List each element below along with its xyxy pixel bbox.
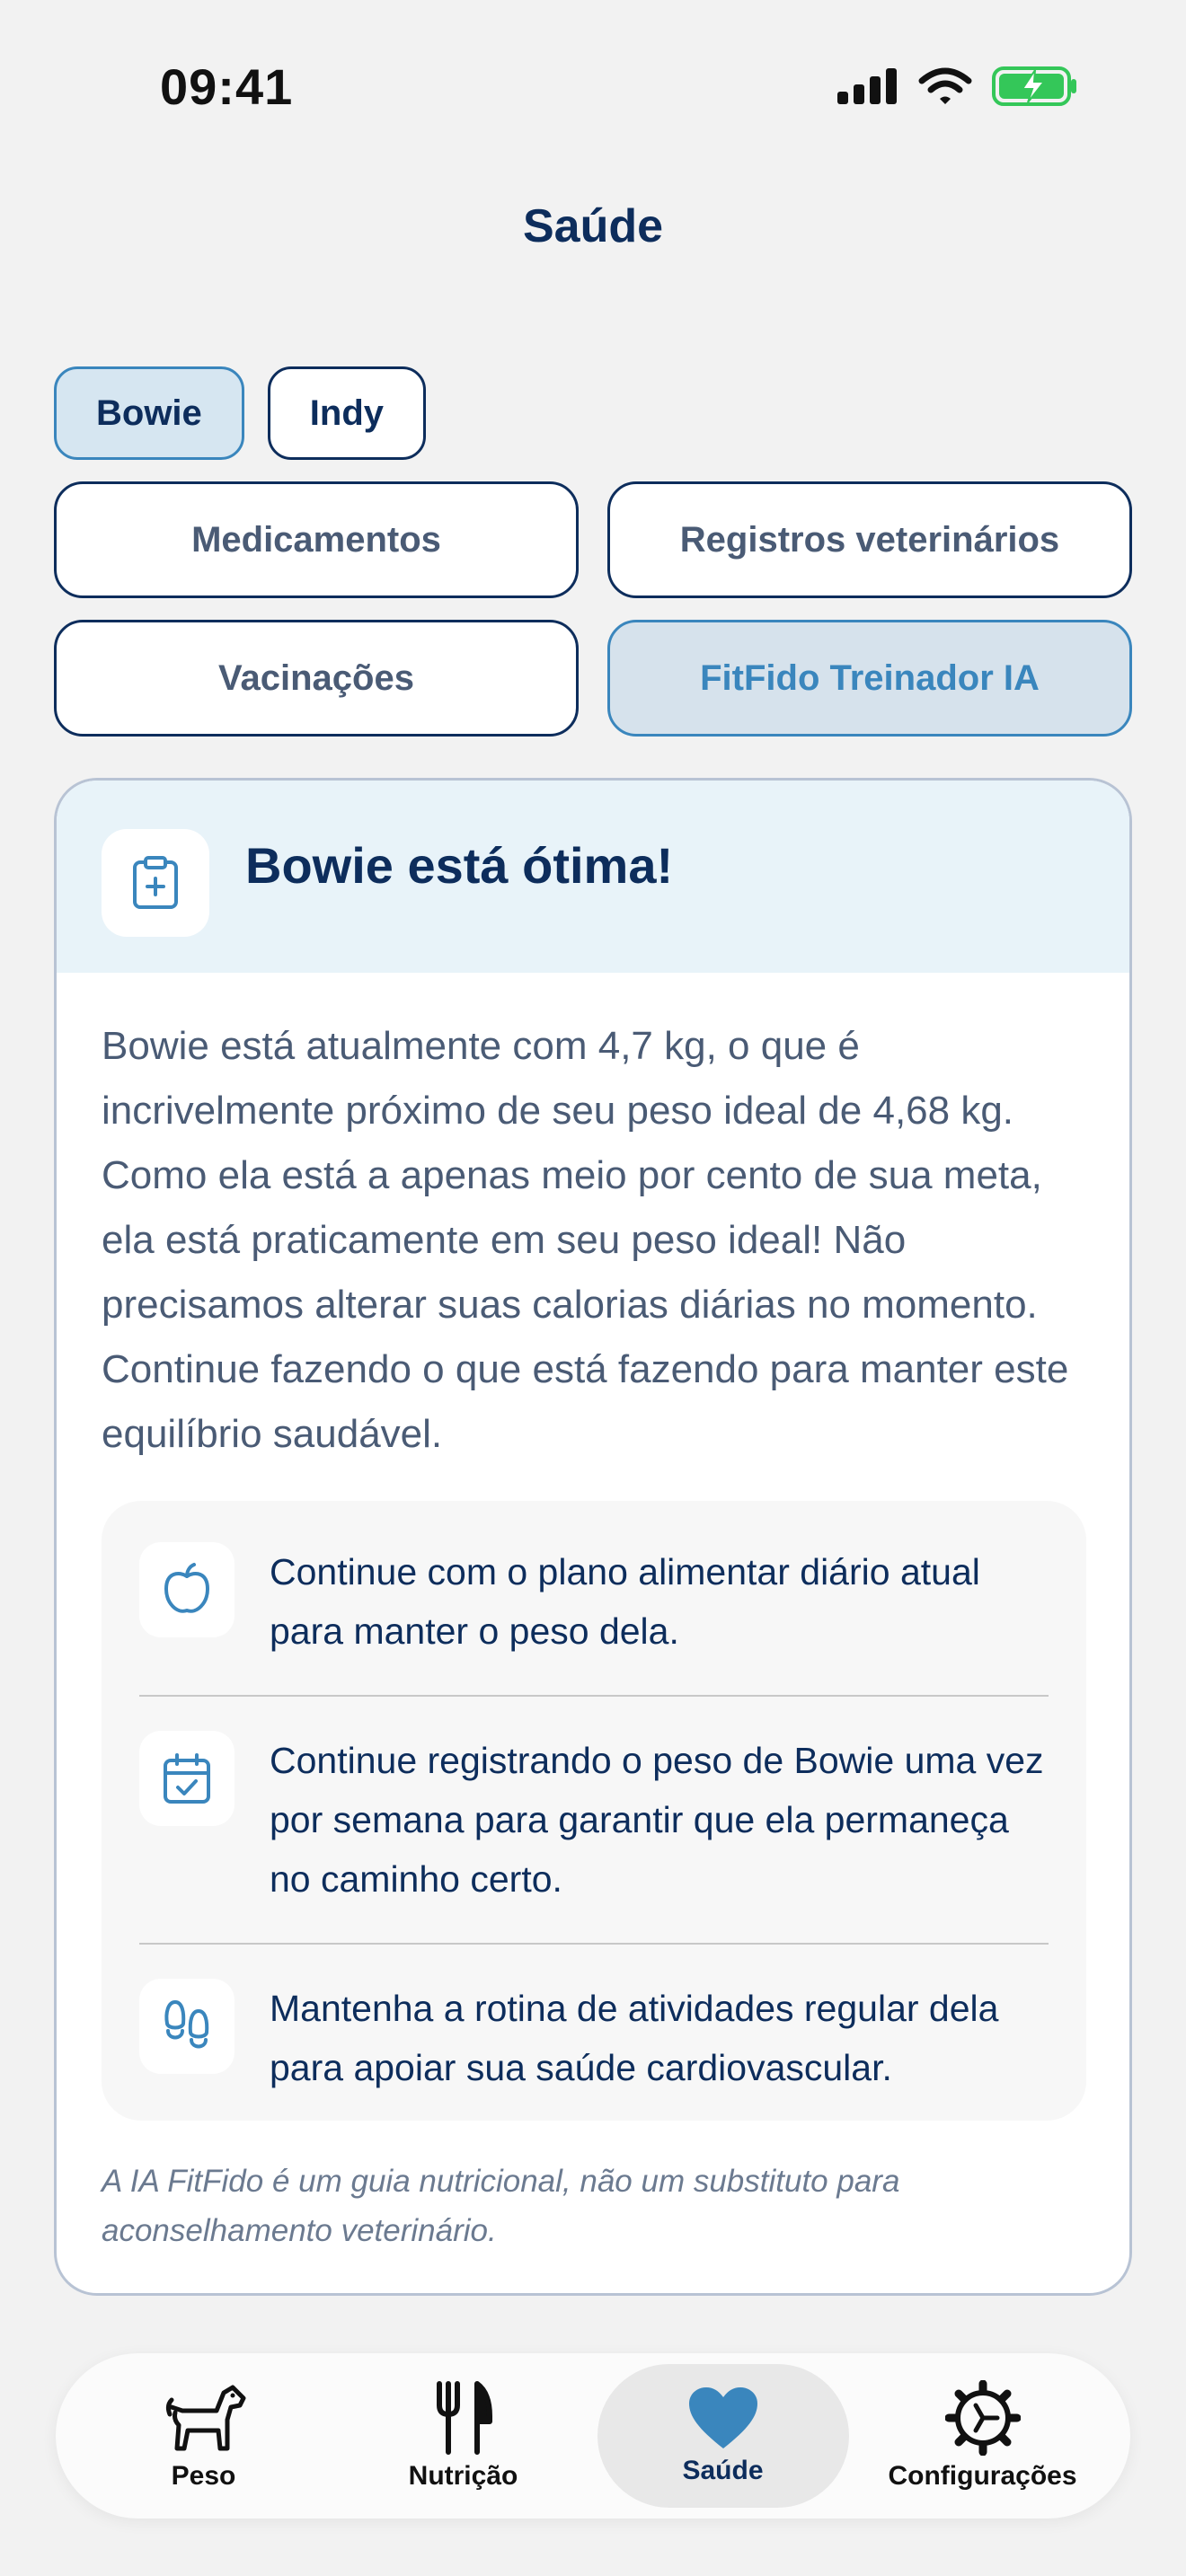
status-icons	[837, 65, 1078, 108]
footprints-icon	[139, 1979, 235, 2074]
nav-label: Nutrição	[408, 2461, 518, 2491]
tip-text: Continue registrando o peso de Bowie uma vez por semana para garantir que ela permaneça no caminho certo.	[270, 1740, 1044, 1900]
status-time: 09:41	[160, 58, 294, 115]
list-item	[139, 1697, 1049, 1943]
health-tabs	[54, 481, 1132, 737]
dog-icon	[161, 2380, 247, 2456]
heart-icon	[687, 2386, 759, 2450]
card-header	[57, 781, 1129, 973]
wifi-icon	[918, 66, 972, 106]
battery-icon	[992, 65, 1078, 108]
pet-chip-indy[interactable]: Indy	[268, 366, 426, 460]
card-title: Bowie está ótima!	[245, 837, 674, 894]
nav-item-configuracoes[interactable]	[857, 2364, 1109, 2508]
clipboard-plus-icon	[102, 829, 209, 937]
pet-chip-bowie[interactable]: Bowie	[54, 366, 244, 460]
list-item	[139, 1501, 1049, 1695]
tip-text: Continue com o plano alimentar diário atual para manter o peso dela.	[270, 1551, 980, 1652]
nav-item-nutricao[interactable]	[338, 2364, 589, 2508]
signal-icon	[837, 68, 898, 104]
gear-icon	[945, 2380, 1021, 2456]
ai-coach-card	[54, 778, 1132, 2296]
page-title: Saúde	[522, 200, 664, 252]
tab-registros-veterinarios[interactable]: Registros veterinários	[607, 481, 1132, 598]
nav-item-peso[interactable]	[78, 2364, 330, 2508]
calendar-check-icon	[139, 1731, 235, 1826]
card-body-text: Bowie está atualmente com 4,7 kg, o que é incrivelmente próximo de seu peso ideal de 4,68 kg. Como ela está a apenas meio por cento de sua meta, ela está praticamente em seu peso ideal! Não precisamos alterar suas calorias diárias no momento. Continue fazendo o que está fazendo para manter este equilíbrio saudável.	[102, 1024, 1069, 1456]
tab-fitfido-treinador-ia[interactable]: FitFido Treinador IA	[607, 620, 1132, 737]
nav-label: Configurações	[888, 2461, 1077, 2491]
tab-medicamentos[interactable]: Medicamentos	[54, 481, 579, 598]
tip-text: Mantenha a rotina de atividades regular dela para apoiar sua saúde cardiovascular.	[270, 1988, 999, 2088]
bottom-nav	[56, 2353, 1130, 2519]
tab-vacinacoes[interactable]: Vacinações	[54, 620, 579, 737]
nav-item-saude[interactable]	[597, 2364, 849, 2508]
ai-disclaimer: A IA FitFido é um guia nutricional, não um substituto para aconselhamento veterinário.	[102, 2164, 900, 2248]
tips-list	[102, 1501, 1086, 2121]
nav-label: Saúde	[682, 2456, 764, 2485]
list-item	[139, 1945, 1049, 2131]
fork-knife-icon	[432, 2380, 495, 2456]
apple-icon	[139, 1542, 235, 1637]
status-bar	[0, 0, 1186, 171]
pet-selector	[54, 366, 426, 460]
nav-label: Peso	[171, 2461, 236, 2491]
